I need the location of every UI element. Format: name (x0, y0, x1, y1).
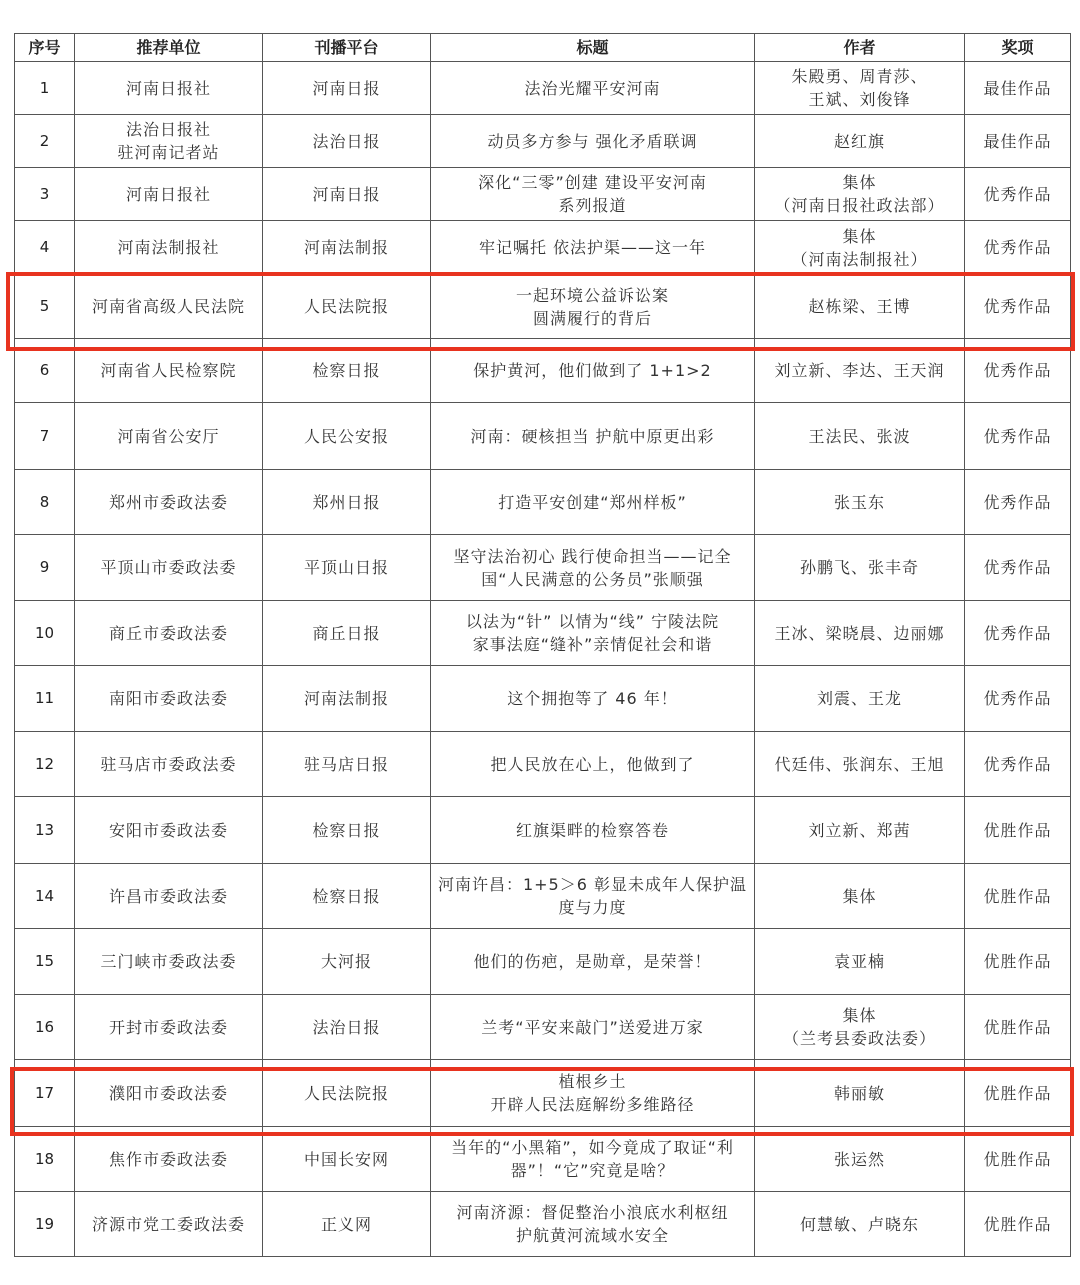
table-row (15, 732, 1071, 797)
cell-unit (75, 403, 263, 470)
cell-line: 许昌市委政法委 (108, 886, 228, 906)
cell-title (431, 1192, 755, 1257)
table-row (15, 1127, 1071, 1192)
cell-title (431, 275, 755, 339)
cell-unit (75, 115, 263, 168)
cell-line: 这个拥抱等了 46 年！ (507, 689, 678, 708)
cell-line: 保护黄河，他们做到了 1+1>2 (473, 361, 712, 380)
cell-no: 7 (15, 403, 75, 470)
header-unit: 推荐单位 (75, 34, 263, 62)
cell-line: 系列报道 (558, 196, 627, 215)
cell-unit (75, 864, 263, 929)
header-platform: 刊播平台 (263, 34, 431, 62)
cell-line: 河南许昌：1+5＞6 彰显未成年人保护温 (437, 875, 748, 894)
awards-table (14, 33, 1071, 1257)
cell-line: 王法民、张波 (808, 426, 911, 446)
table-row (15, 339, 1071, 403)
cell-line: 深化“三零”创建 建设平安河南 (478, 173, 707, 192)
cell-line: 刘立新、郑茜 (808, 820, 911, 840)
cell-line: 开辟人民法庭解纷多维路径 (490, 1095, 695, 1114)
cell-award: 最佳作品 (965, 62, 1071, 115)
table-row (15, 115, 1071, 168)
cell-unit (75, 1127, 263, 1192)
cell-line: 焦作市委政法委 (108, 1149, 228, 1169)
cell-platform: 中国长安网 (263, 1127, 431, 1192)
cell-title (431, 929, 755, 995)
cell-line: 植根乡土 (558, 1072, 627, 1091)
table-row (15, 470, 1071, 535)
table-row (15, 929, 1071, 995)
cell-unit (75, 1192, 263, 1257)
cell-no: 13 (15, 797, 75, 864)
cell-author (755, 666, 965, 732)
cell-line: 王冰、梁晓晨、边丽娜 (774, 623, 945, 643)
cell-platform: 河南日报 (263, 62, 431, 115)
table-row (15, 221, 1071, 275)
table-row (15, 864, 1071, 929)
cell-platform: 河南法制报 (263, 666, 431, 732)
cell-line: 韩丽敏 (833, 1083, 885, 1103)
cell-platform: 郑州日报 (263, 470, 431, 535)
cell-platform: 河南法制报 (263, 221, 431, 275)
cell-no: 14 (15, 864, 75, 929)
cell-line: 朱殿勇、周青莎、 (791, 67, 928, 86)
cell-author (755, 221, 965, 275)
cell-line: 刘立新、李达、王天润 (774, 361, 945, 380)
table-row (15, 535, 1071, 601)
cell-award: 最佳作品 (965, 115, 1071, 168)
table-row (15, 168, 1071, 221)
cell-platform: 商丘日报 (263, 601, 431, 666)
cell-award: 优秀作品 (965, 535, 1071, 601)
cell-title (431, 797, 755, 864)
cell-title (431, 864, 755, 929)
cell-title (431, 1127, 755, 1192)
table-row (15, 62, 1071, 115)
table-row (15, 1192, 1071, 1257)
cell-award: 优胜作品 (965, 1192, 1071, 1257)
cell-no: 9 (15, 535, 75, 601)
cell-title (431, 666, 755, 732)
cell-platform: 检察日报 (263, 797, 431, 864)
cell-line: 牢记嘱托 依法护渠——这一年 (478, 238, 707, 257)
cell-unit (75, 666, 263, 732)
cell-platform: 人民公安报 (263, 403, 431, 470)
cell-platform: 河南日报 (263, 168, 431, 221)
cell-no: 4 (15, 221, 75, 275)
cell-line: 安阳市委政法委 (108, 820, 228, 840)
cell-no: 3 (15, 168, 75, 221)
cell-line: 刘震、王龙 (816, 689, 902, 708)
cell-platform: 法治日报 (263, 115, 431, 168)
cell-author (755, 929, 965, 995)
cell-no: 5 (15, 275, 75, 339)
cell-award: 优胜作品 (965, 864, 1071, 929)
cell-award: 优胜作品 (965, 1127, 1071, 1192)
cell-line: 张玉东 (833, 492, 885, 512)
cell-no: 17 (15, 1060, 75, 1127)
cell-author (755, 62, 965, 115)
cell-line: 当年的“小黑箱”，如今竟成了取证“利 (451, 1138, 734, 1157)
cell-line: 以法为“针” 以情为“线” 宁陵法院 (465, 612, 720, 631)
cell-award: 优秀作品 (965, 601, 1071, 666)
cell-line: 开封市委政法委 (108, 1017, 228, 1037)
cell-no: 16 (15, 995, 75, 1060)
cell-line: 坚守法治初心 践行使命担当——记全 (453, 546, 732, 566)
cell-line: 把人民放在心上，他做到了 (490, 754, 695, 774)
cell-title (431, 168, 755, 221)
cell-platform: 检察日报 (263, 864, 431, 929)
cell-platform: 人民法院报 (263, 275, 431, 339)
cell-platform: 大河报 (263, 929, 431, 995)
table-row (15, 275, 1071, 339)
table-row (15, 403, 1071, 470)
cell-unit (75, 168, 263, 221)
cell-line: 集体 (842, 886, 877, 906)
cell-author (755, 601, 965, 666)
cell-line: 赵红旗 (833, 131, 885, 151)
cell-line: 济源市党工委政法委 (91, 1214, 245, 1234)
cell-line: 袁亚楠 (833, 952, 885, 971)
cell-award: 优秀作品 (965, 275, 1071, 339)
cell-author (755, 1127, 965, 1192)
cell-unit (75, 221, 263, 275)
cell-unit (75, 339, 263, 403)
cell-line: 河南省高级人民法院 (91, 297, 245, 316)
cell-award: 优胜作品 (965, 995, 1071, 1060)
cell-unit (75, 1060, 263, 1127)
cell-unit (75, 535, 263, 601)
cell-platform: 驻马店日报 (263, 732, 431, 797)
cell-line: 集体 (842, 226, 877, 246)
cell-award: 优秀作品 (965, 168, 1071, 221)
cell-no: 2 (15, 115, 75, 168)
cell-line: （河南日报社政法部） (774, 196, 945, 215)
cell-line: 河南省人民检察院 (100, 361, 237, 380)
cell-line: 赵栋梁、王博 (808, 297, 911, 316)
cell-author (755, 168, 965, 221)
cell-platform: 正义网 (263, 1192, 431, 1257)
cell-line: 集体 (842, 173, 877, 192)
cell-title (431, 732, 755, 797)
cell-line: 王斌、刘俊锋 (808, 90, 911, 109)
cell-platform: 人民法院报 (263, 1060, 431, 1127)
cell-line: 何慧敏、卢晓东 (799, 1214, 919, 1234)
table-row (15, 601, 1071, 666)
cell-author (755, 995, 965, 1060)
cell-line: 法治日报社 (125, 120, 211, 139)
cell-line: 一起环境公益诉讼案 (515, 285, 669, 305)
cell-line: 河南日报社 (125, 78, 211, 98)
cell-line: 濮阳市委政法委 (108, 1083, 228, 1103)
table-header-row (15, 34, 1071, 62)
cell-line: 河南法制报社 (117, 238, 220, 257)
cell-line: （兰考县委政法委） (782, 1029, 936, 1048)
cell-platform: 法治日报 (263, 995, 431, 1060)
cell-author (755, 115, 965, 168)
header-title: 标题 (431, 34, 755, 62)
cell-line: 他们的伤疤，是勋章，是荣誉！ (473, 952, 712, 971)
cell-author (755, 339, 965, 403)
cell-line: 河南济源：督促整治小浪底水利枢纽 (456, 1203, 729, 1222)
cell-line: 度与力度 (558, 898, 627, 917)
cell-no: 19 (15, 1192, 75, 1257)
cell-award: 优胜作品 (965, 929, 1071, 995)
cell-line: （河南法制报社） (791, 249, 928, 269)
cell-no: 15 (15, 929, 75, 995)
cell-unit (75, 62, 263, 115)
cell-award: 优秀作品 (965, 403, 1071, 470)
cell-unit (75, 995, 263, 1060)
header-no: 序号 (15, 34, 75, 62)
cell-unit (75, 470, 263, 535)
cell-no: 11 (15, 666, 75, 732)
table-row (15, 666, 1071, 732)
cell-author (755, 403, 965, 470)
cell-line: 平顶山市委政法委 (100, 558, 237, 577)
cell-line: 红旗渠畔的检察答卷 (515, 820, 669, 840)
header-award: 奖项 (965, 34, 1071, 62)
cell-line: 代廷伟、张润东、王旭 (774, 754, 945, 774)
cell-line: 家事法庭“缝补”亲情促社会和谐 (472, 635, 713, 654)
cell-award: 优胜作品 (965, 797, 1071, 864)
cell-author (755, 275, 965, 339)
cell-no: 18 (15, 1127, 75, 1192)
cell-unit (75, 275, 263, 339)
cell-author (755, 535, 965, 601)
cell-author (755, 864, 965, 929)
cell-line: 河南日报社 (125, 184, 211, 204)
cell-author (755, 732, 965, 797)
table-row (15, 797, 1071, 864)
cell-line: 河南省公安厅 (117, 426, 220, 446)
cell-author (755, 797, 965, 864)
cell-line: 护航黄河流域水安全 (515, 1226, 669, 1245)
cell-no: 1 (15, 62, 75, 115)
cell-line: 国“人民满意的公务员”张顺强 (481, 569, 704, 589)
cell-no: 10 (15, 601, 75, 666)
cell-award: 优秀作品 (965, 221, 1071, 275)
cell-line: 器”！“它”究竟是啥？ (510, 1161, 675, 1180)
awards-table-container (14, 33, 1070, 1257)
cell-author (755, 1192, 965, 1257)
cell-award: 优胜作品 (965, 1060, 1071, 1127)
cell-unit (75, 797, 263, 864)
cell-platform: 平顶山日报 (263, 535, 431, 601)
cell-title (431, 62, 755, 115)
cell-title (431, 470, 755, 535)
cell-unit (75, 732, 263, 797)
cell-line: 三门峡市委政法委 (100, 952, 237, 971)
cell-title (431, 403, 755, 470)
cell-line: 集体 (842, 1006, 877, 1025)
cell-line: 圆满履行的背后 (532, 308, 652, 328)
cell-line: 郑州市委政法委 (108, 492, 228, 512)
cell-line: 商丘市委政法委 (108, 623, 228, 643)
cell-line: 河南：硬核担当 护航中原更出彩 (470, 426, 715, 446)
cell-title (431, 1060, 755, 1127)
cell-no: 8 (15, 470, 75, 535)
cell-award: 优秀作品 (965, 666, 1071, 732)
table-body (15, 62, 1071, 1257)
cell-no: 12 (15, 732, 75, 797)
cell-line: 南阳市委政法委 (108, 689, 228, 708)
cell-platform: 检察日报 (263, 339, 431, 403)
cell-author (755, 470, 965, 535)
cell-title (431, 115, 755, 168)
cell-title (431, 601, 755, 666)
cell-line: 动员多方参与 强化矛盾联调 (487, 131, 698, 151)
cell-title (431, 535, 755, 601)
cell-title (431, 995, 755, 1060)
cell-title (431, 339, 755, 403)
cell-award: 优秀作品 (965, 732, 1071, 797)
cell-no: 6 (15, 339, 75, 403)
cell-unit (75, 601, 263, 666)
cell-unit (75, 929, 263, 995)
cell-award: 优秀作品 (965, 470, 1071, 535)
cell-line: 驻河南记者站 (117, 143, 220, 162)
cell-line: 法治光耀平安河南 (524, 78, 661, 98)
header-author: 作者 (755, 34, 965, 62)
cell-line: 打造平安创建“郑州样板” (498, 492, 687, 512)
table-row (15, 1060, 1071, 1127)
cell-author (755, 1060, 965, 1127)
cell-line: 驻马店市委政法委 (100, 754, 237, 774)
cell-line: 兰考“平安来敲门”送爱进万家 (481, 1017, 704, 1037)
cell-award: 优秀作品 (965, 339, 1071, 403)
cell-title (431, 221, 755, 275)
table-row (15, 995, 1071, 1060)
cell-line: 张运然 (833, 1149, 885, 1169)
cell-line: 孙鹏飞、张丰奇 (799, 558, 919, 577)
